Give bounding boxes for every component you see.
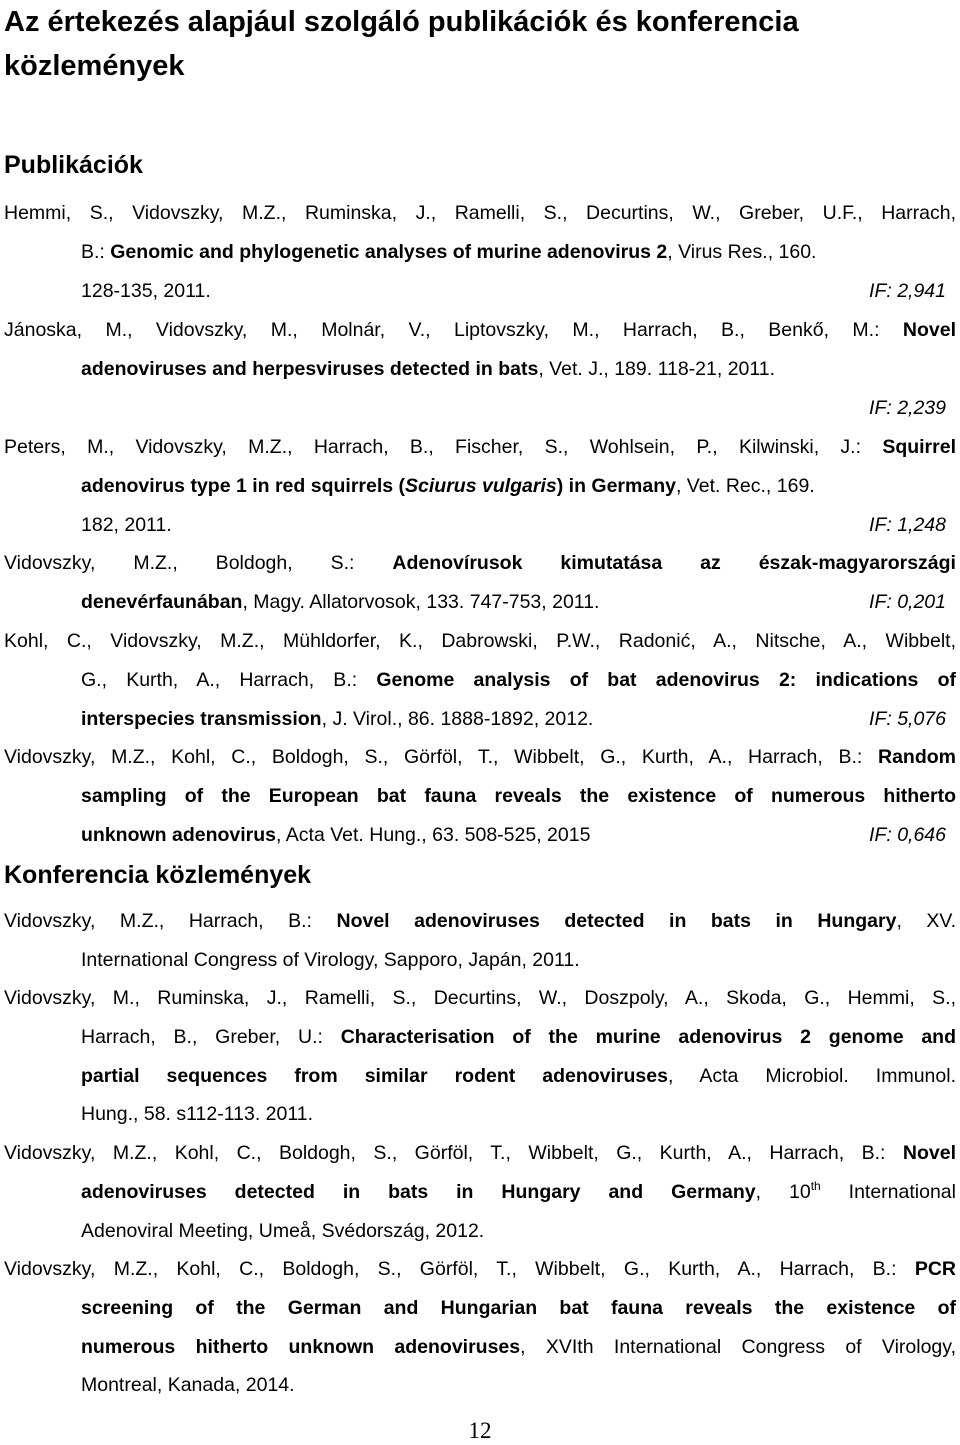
publication-entry — [4, 622, 956, 738]
abstract-title: Novel — [902, 1142, 956, 1164]
authors: Vidovszky, M.Z., Kohl, C., Boldogh, S., Görföl, T., Wibbelt, G., Kurth, A., Harrach, B.: — [4, 1142, 903, 1164]
page-title: Az értekezés alapjául szolgáló publikációk és konferencia közlemények — [4, 6, 799, 82]
journal: , Vet. Rec., 169. — [675, 474, 815, 497]
publication-title: Squirrel — [882, 436, 956, 458]
entry-line — [4, 1328, 956, 1367]
publication-title: Novel — [902, 319, 956, 341]
publication-title: interspecies transmission — [81, 707, 322, 730]
entry-line — [4, 902, 956, 941]
conference-entry — [4, 1134, 956, 1250]
entry-line — [4, 816, 956, 855]
authors: Jánoska, M., Vidovszky, M., Molnár, V., Liptovszky, M., Harrach, B., Benkő, M.: — [4, 319, 903, 341]
entry-line — [4, 428, 956, 467]
page-number: 12 — [468, 1418, 492, 1443]
venue: Montreal, Kanada, 2014. — [81, 1374, 295, 1397]
publication-title: adenoviruses and herpesviruses detected in bats — [81, 357, 539, 380]
publication-title: Genome analysis of bat adenovirus 2: indications of — [376, 668, 956, 691]
authors: Vidovszky, M.Z., Kohl, C., Boldogh, S., Görföl, T., Wibbelt, G., Kurth, A., Harrach, B.: — [4, 1258, 915, 1280]
authors: Vidovszky, M.Z., Kohl, C., Boldogh, S., Görföl, T., Wibbelt, G., Kurth, A., Harrach, B.: — [4, 746, 878, 768]
publication-entry — [4, 311, 956, 427]
publication-title: sampling of the European bat fauna reveals the existence of numerous hitherto — [81, 784, 956, 807]
abstract-title: screening of the German and Hungarian bat fauna reveals the existence of — [81, 1296, 956, 1319]
entry-line — [4, 583, 956, 622]
entry-line — [4, 777, 956, 816]
entry-line — [4, 1095, 956, 1134]
entry-line — [4, 311, 956, 350]
impact-factor: IF: 0,201 — [869, 590, 946, 613]
entry-line — [4, 389, 956, 428]
journal: , Acta Vet. Hung., 63. 508-525, 2015 — [276, 823, 591, 846]
authors: Vidovszky, M.Z., Harrach, B.: — [4, 910, 337, 932]
authors: G., Kurth, A., Harrach, B.: — [81, 668, 377, 691]
authors: B.: — [81, 240, 111, 263]
journal: , Magy. Allatorvosok, 133. 747-753, 2011. — [242, 590, 600, 613]
entry-line — [4, 700, 956, 739]
venue: Hung., 58. s112-113. 2011. — [81, 1103, 314, 1126]
publication-title: Genomic and phylogenetic analyses of murine adenovirus 2 — [110, 240, 668, 263]
conference-entry — [4, 1250, 956, 1405]
authors: Kohl, C., Vidovszky, M.Z., Mühldorfer, K., Dabrowski, P.W., Radonić, A., Nitsche, A., Wibbelt, — [4, 630, 956, 652]
venue: International Congress of Virology, Sapporo, Japán, 2011. — [81, 948, 580, 971]
authors: Hemmi, S., Vidovszky, M.Z., Ruminska, J., Ramelli, S., Decurtins, W., Greber, U.F., Harrach, — [4, 202, 956, 224]
publication-title: Adenovírusok kimutatása az észak-magyarországi — [392, 552, 956, 574]
abstract-title: Novel adenoviruses detected in bats in Hungary — [336, 910, 897, 932]
impact-factor: IF: 2,941 — [869, 279, 946, 302]
entry-line — [4, 194, 956, 233]
impact-factor: IF: 0,646 — [869, 823, 946, 846]
publication-title: ) in Germany — [556, 474, 676, 497]
impact-factor: IF: 5,076 — [869, 707, 946, 730]
conference-entry — [4, 979, 956, 1134]
abstract-title: numerous hitherto unknown adenoviruses — [81, 1335, 521, 1358]
publication-entry — [4, 194, 956, 310]
entry-line — [4, 738, 956, 777]
entry-line — [4, 622, 956, 661]
abstract-title: partial sequences from similar rodent adenoviruses — [81, 1064, 668, 1087]
conferences-heading: Konferencia közlemények — [4, 861, 312, 889]
publication-entry — [4, 738, 956, 854]
impact-factor: IF: 1,248 — [869, 513, 946, 536]
entry-line — [4, 233, 956, 272]
entry-line — [4, 350, 956, 389]
journal: 182, 2011. — [81, 513, 172, 536]
entry-line — [4, 1018, 956, 1057]
entry-line — [4, 1134, 956, 1173]
entry-line — [4, 506, 956, 545]
authors: Harrach, B., Greber, U.: — [81, 1025, 341, 1048]
abstract-title: Characterisation of the murine adenovirus 2 genome and — [340, 1025, 956, 1048]
entry-line — [4, 1289, 956, 1328]
species-name: Sciurus vulgaris — [405, 474, 557, 497]
abstract-title: PCR — [914, 1258, 956, 1280]
venue: , XVIth International Congress of Virology, — [520, 1335, 956, 1358]
venue: International — [820, 1180, 956, 1203]
entry-line — [4, 467, 956, 506]
publication-title: adenovirus type 1 in red squirrels ( — [81, 474, 406, 497]
impact-factor: IF: 2,239 — [869, 396, 946, 419]
venue: Adenoviral Meeting, Umeå, Svédország, 2012. — [81, 1219, 485, 1242]
journal: , Vet. J., 189. 118-21, 2011. — [538, 357, 776, 380]
entry-line — [4, 979, 956, 1018]
entry-line — [4, 1212, 956, 1251]
venue: , XV. — [896, 910, 957, 932]
ordinal-suffix: th — [810, 1178, 821, 1193]
journal: , Virus Res., 160. — [667, 240, 817, 263]
entry-line — [4, 1173, 956, 1212]
publication-title: Random — [878, 746, 956, 768]
authors: Vidovszky, M., Ruminska, J., Ramelli, S., Decurtins, W., Doszpoly, A., Skoda, G., Hemmi, S., — [4, 987, 956, 1009]
entry-line — [4, 544, 956, 583]
publication-title: denevérfaunában — [81, 590, 243, 613]
entry-line — [4, 272, 956, 311]
entry-line — [4, 941, 956, 980]
entry-line — [4, 1366, 956, 1405]
publication-entry — [4, 544, 956, 622]
entry-line — [4, 1057, 956, 1096]
publication-entry — [4, 428, 956, 544]
journal: , J. Virol., 86. 1888-1892, 2012. — [321, 707, 594, 730]
venue: , Acta Microbiol. Immunol. — [667, 1064, 956, 1087]
conference-entry — [4, 902, 956, 980]
publication-title: unknown adenovirus — [81, 823, 277, 846]
entry-line — [4, 1250, 956, 1289]
journal: 128-135, 2011. — [81, 279, 211, 302]
authors: Peters, M., Vidovszky, M.Z., Harrach, B., Fischer, S., Wohlsein, P., Kilwinski, J.: — [4, 436, 883, 458]
publications-heading: Publikációk — [4, 151, 143, 179]
abstract-title: adenoviruses detected in bats in Hungary and Germany — [81, 1180, 756, 1203]
entry-line — [4, 661, 956, 700]
authors: Vidovszky, M.Z., Boldogh, S.: — [4, 552, 393, 574]
venue: , 10 — [755, 1180, 811, 1203]
